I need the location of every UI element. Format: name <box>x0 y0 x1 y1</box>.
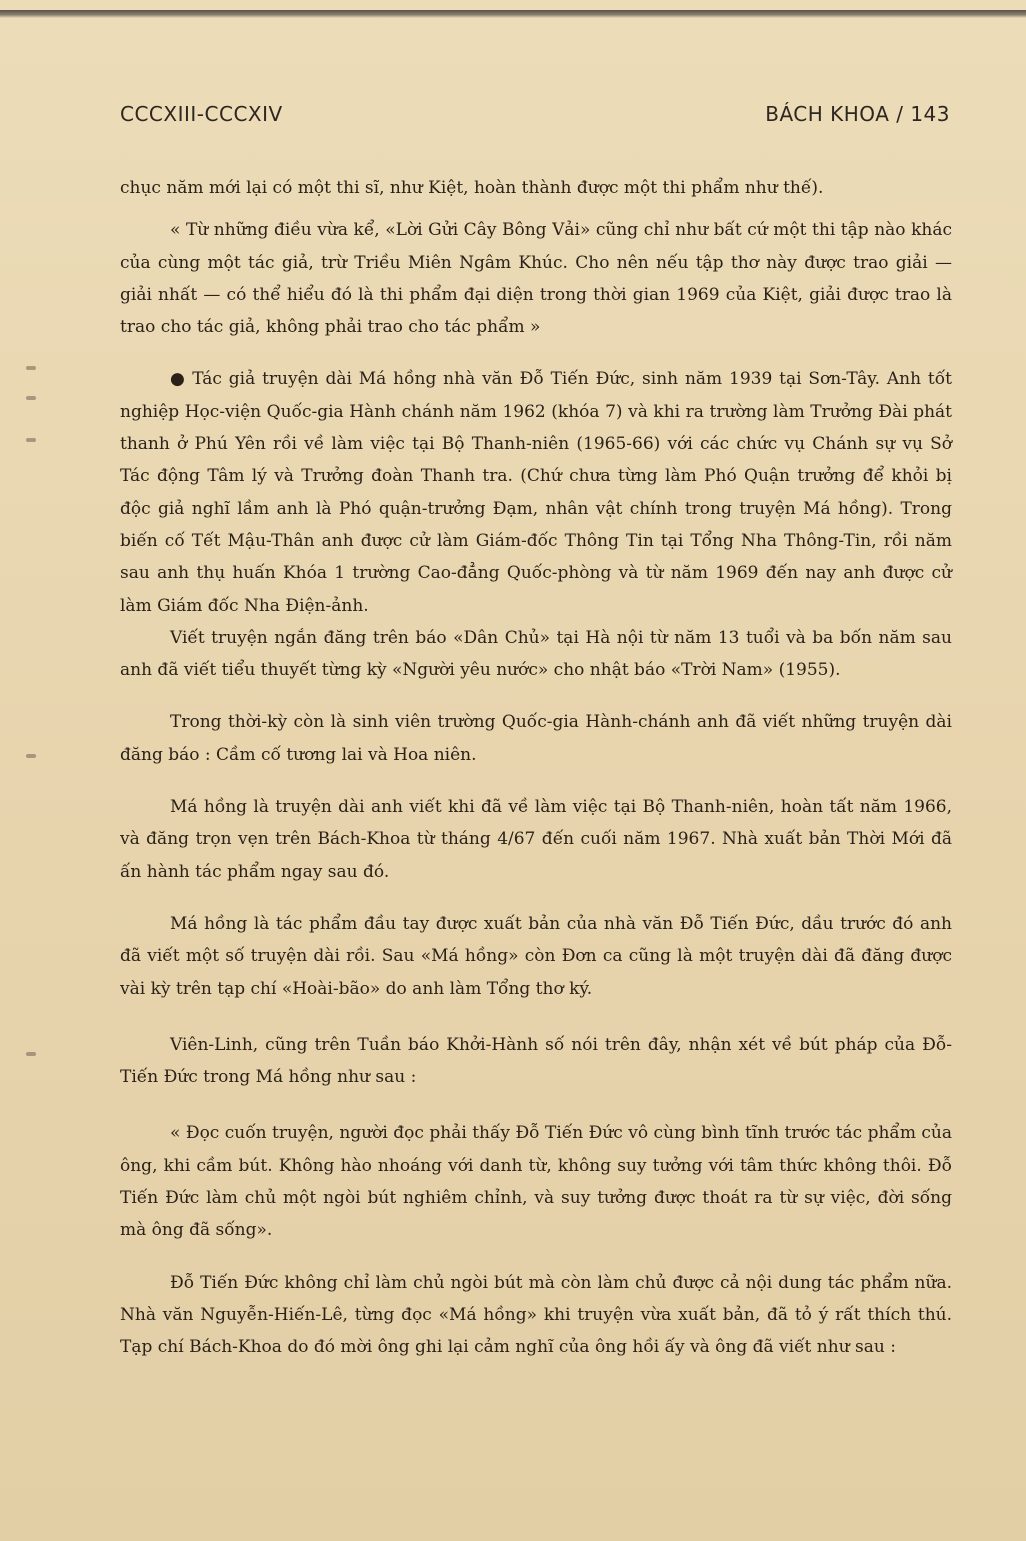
margin-mark <box>26 754 36 758</box>
margin-mark <box>26 1052 36 1056</box>
paragraph: Má hồng là truyện dài anh viết khi đã về làm việc tại Bộ Thanh-niên, hoàn tất năm 1966, và đăng trọn vẹn trên Bách-Khoa từ tháng 4/67 đến cuối năm 1967. Nhà xuất bản Thời Mới đã ấn hành tác phẩm ngay sau đó. <box>120 797 952 882</box>
paragraph: chục năm mới lại có một thi sĩ, như Kiệt, hoàn thành được một thi phẩm như thế). <box>120 178 824 198</box>
page-body <box>120 172 952 1364</box>
margin-mark <box>26 438 36 442</box>
header-journal-page: BÁCH KHOA / 143 <box>765 102 950 126</box>
header-issue-number: CCCXIII-CCCXIV <box>120 102 283 126</box>
paragraph: Trong thời-kỳ còn là sinh viên trường Quốc-gia Hành-chánh anh đã viết những truyện dài đăng báo : Cầm cố tương lai và Hoa niên. <box>120 712 952 765</box>
paragraph: Má hồng là tác phẩm đầu tay được xuất bản của nhà văn Đỗ Tiến Đức, dầu trước đó anh đã viết một số truyện dài rồi. Sau «Má hồng» còn Đơn ca cũng là một truyện dài đã đăng được vài kỳ trên tạp chí «Hoài-bão» do anh làm Tổng thơ ký. <box>120 913 952 999</box>
quote-paragraph: « Từ những điều vừa kể, «Lời Gửi Cây Bông Vải» cũng chỉ như bất cứ một thi tập nào khác của cùng một tác giả, trừ Triều Miên Ngâm Khúc. Cho nên nếu tập thơ này được trao giải — giải nhất — có thể hiểu đó là thi phẩm đại diện trong thời gian 1969 của Kiệt, giải được trao là trao cho tác giả, không phải trao cho tác phẩm » <box>120 220 952 338</box>
quote-paragraph: « Đọc cuốn truyện, người đọc phải thấy Đỗ Tiến Đức vô cùng bình tĩnh trước tác phẩm của ông, khi cầm bút. Không hào nhoáng với danh từ, không suy tưởng với tâm thức không thôi. Đỗ Tiến Đức làm chủ một ngòi bút nghiêm chỉnh, và suy tưởng được thoát ra từ sự việc, đời sống mà ông đã sống». <box>120 1123 952 1241</box>
page-header <box>120 98 950 132</box>
margin-mark <box>26 396 36 400</box>
paragraph <box>120 363 952 621</box>
paragraph: Đỗ Tiến Đức không chỉ làm chủ ngòi bút mà còn làm chủ được cả nội dung tác phẩm nữa. Nhà văn Nguyễn-Hiến-Lê, từng đọc «Má hồng» khi truyện vừa xuất bản, đã tỏ ý rất thích thú. Tạp chí Bách-Khoa do đó mời ông ghi lại cảm nghĩ của ông hồi ấy và ông đã viết như sau : <box>120 1272 952 1358</box>
page-top-edge <box>0 10 1026 18</box>
bullet-icon: ● <box>170 369 187 390</box>
paragraph-text: Tác giả truyện dài Má hồng nhà văn Đỗ Tiến Đức, sinh năm 1939 tại Sơn-Tây. Anh tốt nghiệp Học-viện Quốc-gia Hành chánh năm 1962 (khóa 7) và khi ra trường làm Trưởng Đài phát thanh ở Phú Yên rồi về làm việc tại Bộ Thanh-niên (1965-66) với các chức vụ Chánh sự vụ Sở Tác động Tâm lý và Trưởng đoàn Thanh tra. (Chứ chưa từng làm Phó Quận trưởng để khỏi bị độc giả nghĩ lầm anh là Phó quận-trưởng Đạm, nhân vật chính trong truyện Má hồng). Trong biến cố Tết Mậu-Thân anh được cử làm Giám-đốc Thông Tin tại Tổng Nha Thông-Tin, rồi năm sau anh thụ huấn Khóa 1 trường Cao-đẳng Quốc-phòng và từ năm 1969 đến nay anh được cử làm Giám đốc Nha Điện-ảnh. <box>120 369 952 616</box>
margin-mark <box>26 366 36 370</box>
paragraph: Viết truyện ngắn đăng trên báo «Dân Chủ» tại Hà nội từ năm 13 tuổi và ba bốn năm sau anh đã viết tiểu thuyết từng kỳ «Người yêu nước» cho nhật báo «Trời Nam» (1955). <box>120 627 952 681</box>
paragraph: Viên-Linh, cũng trên Tuần báo Khởi-Hành số nói trên đây, nhận xét về bút pháp của Đỗ-Tiến Đức trong Má hồng như sau : <box>120 1034 952 1088</box>
